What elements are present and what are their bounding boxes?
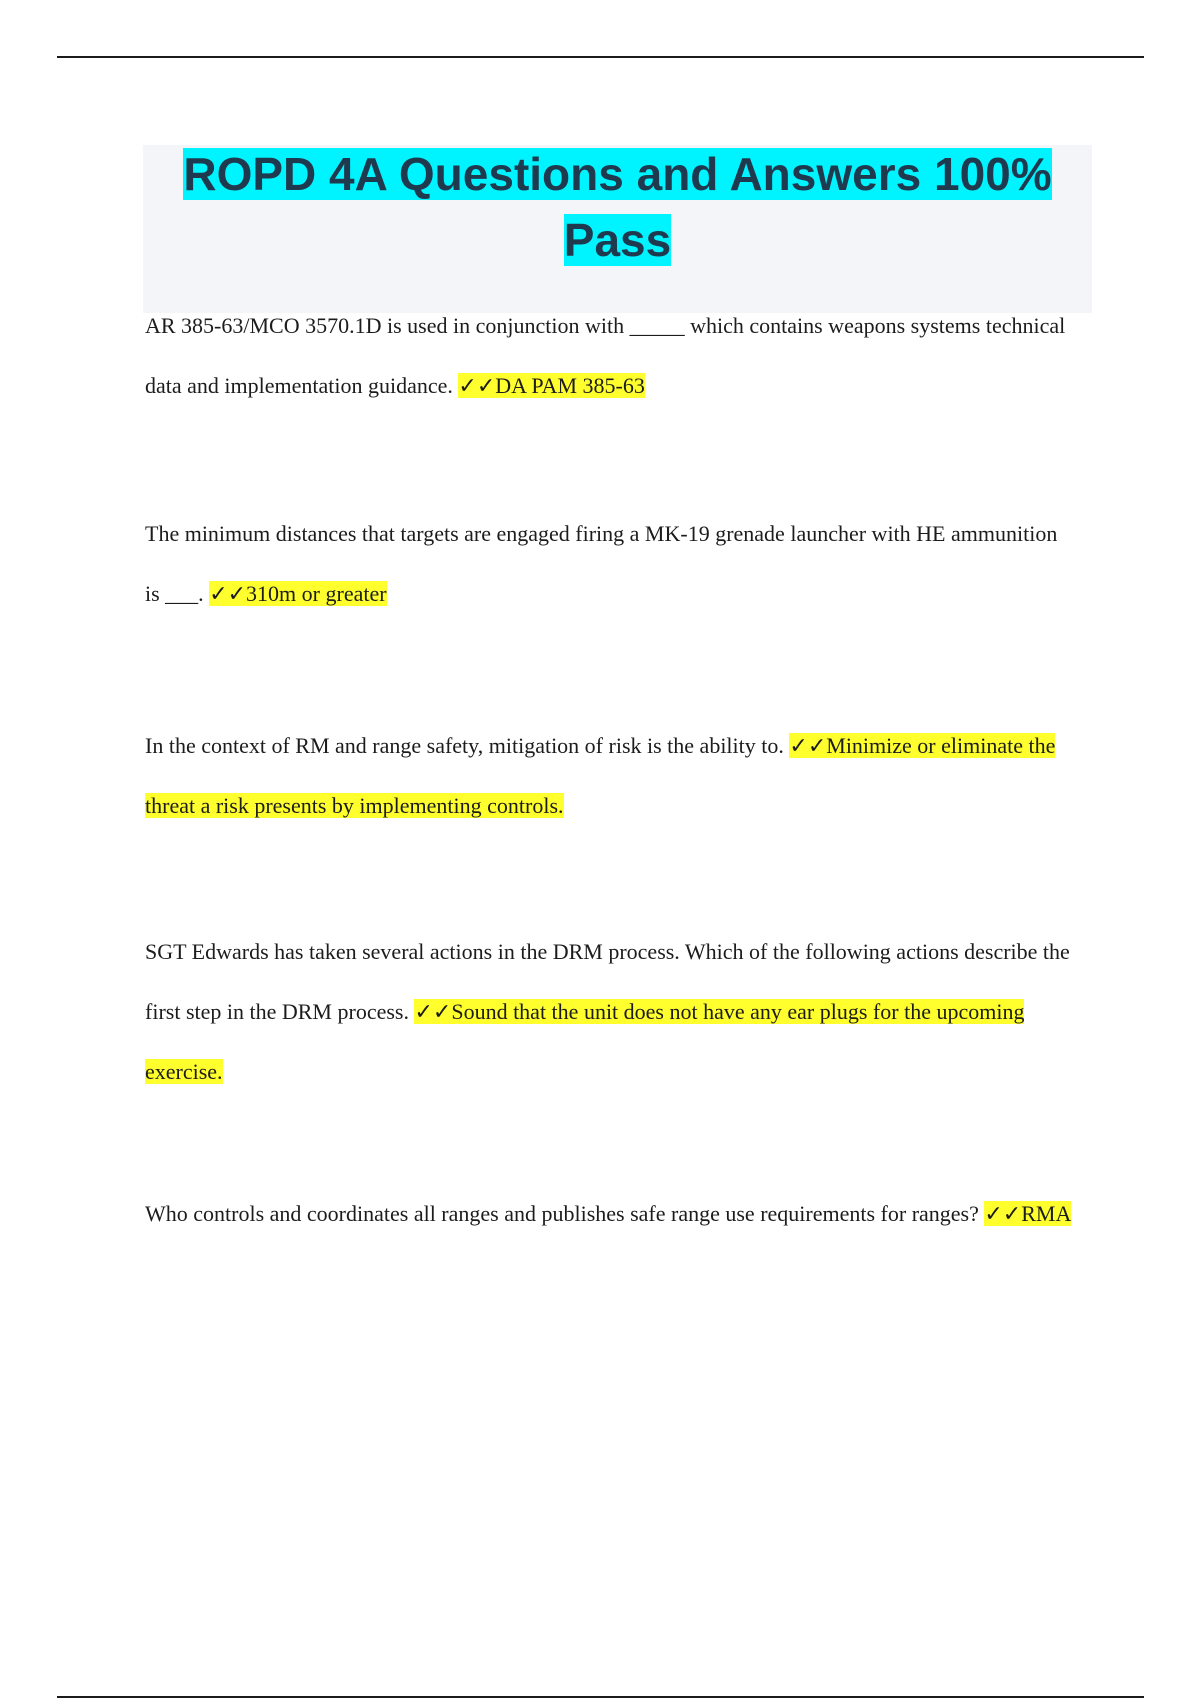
question-text: The minimum distances that targets are engaged firing a MK-19 grenade launcher with HE ammunition is ___.: [145, 521, 1058, 606]
title-block: [143, 145, 1092, 313]
question-text: In the context of RM and range safety, mitigation of risk is the ability to.: [145, 733, 790, 758]
qa-item: [145, 296, 1075, 416]
qa-item: [145, 922, 1075, 1102]
bottom-rule: [57, 1696, 1144, 1698]
qa-item: [145, 504, 1075, 624]
document-title: ROPD 4A Questions and Answers 100% Pass: [183, 148, 1052, 266]
answer-text: ✓✓DA PAM 385-63: [458, 373, 645, 398]
qa-item: [145, 1184, 1075, 1244]
answer-text: ✓✓Sound that the unit does not have any ear plugs for the upcoming exercise.: [145, 999, 1025, 1084]
question-text: SGT Edwards has taken several actions in the DRM process. Which of the following actions describe the first step in the DRM process.: [145, 939, 1070, 1024]
question-text: AR 385-63/MCO 3570.1D is used in conjunction with _____ which contains weapons systems technical data and implementation guidance.: [145, 313, 1066, 398]
question-text: Who controls and coordinates all ranges and publishes safe range use requirements for ranges?: [145, 1201, 985, 1226]
answer-text: ✓✓RMA: [984, 1201, 1072, 1226]
qa-item: [145, 716, 1075, 836]
answer-text: ✓✓310m or greater: [209, 581, 387, 606]
answer-text: ✓✓Minimize or eliminate the threat a risk presents by implementing controls.: [145, 733, 1056, 818]
top-rule: [57, 56, 1144, 58]
